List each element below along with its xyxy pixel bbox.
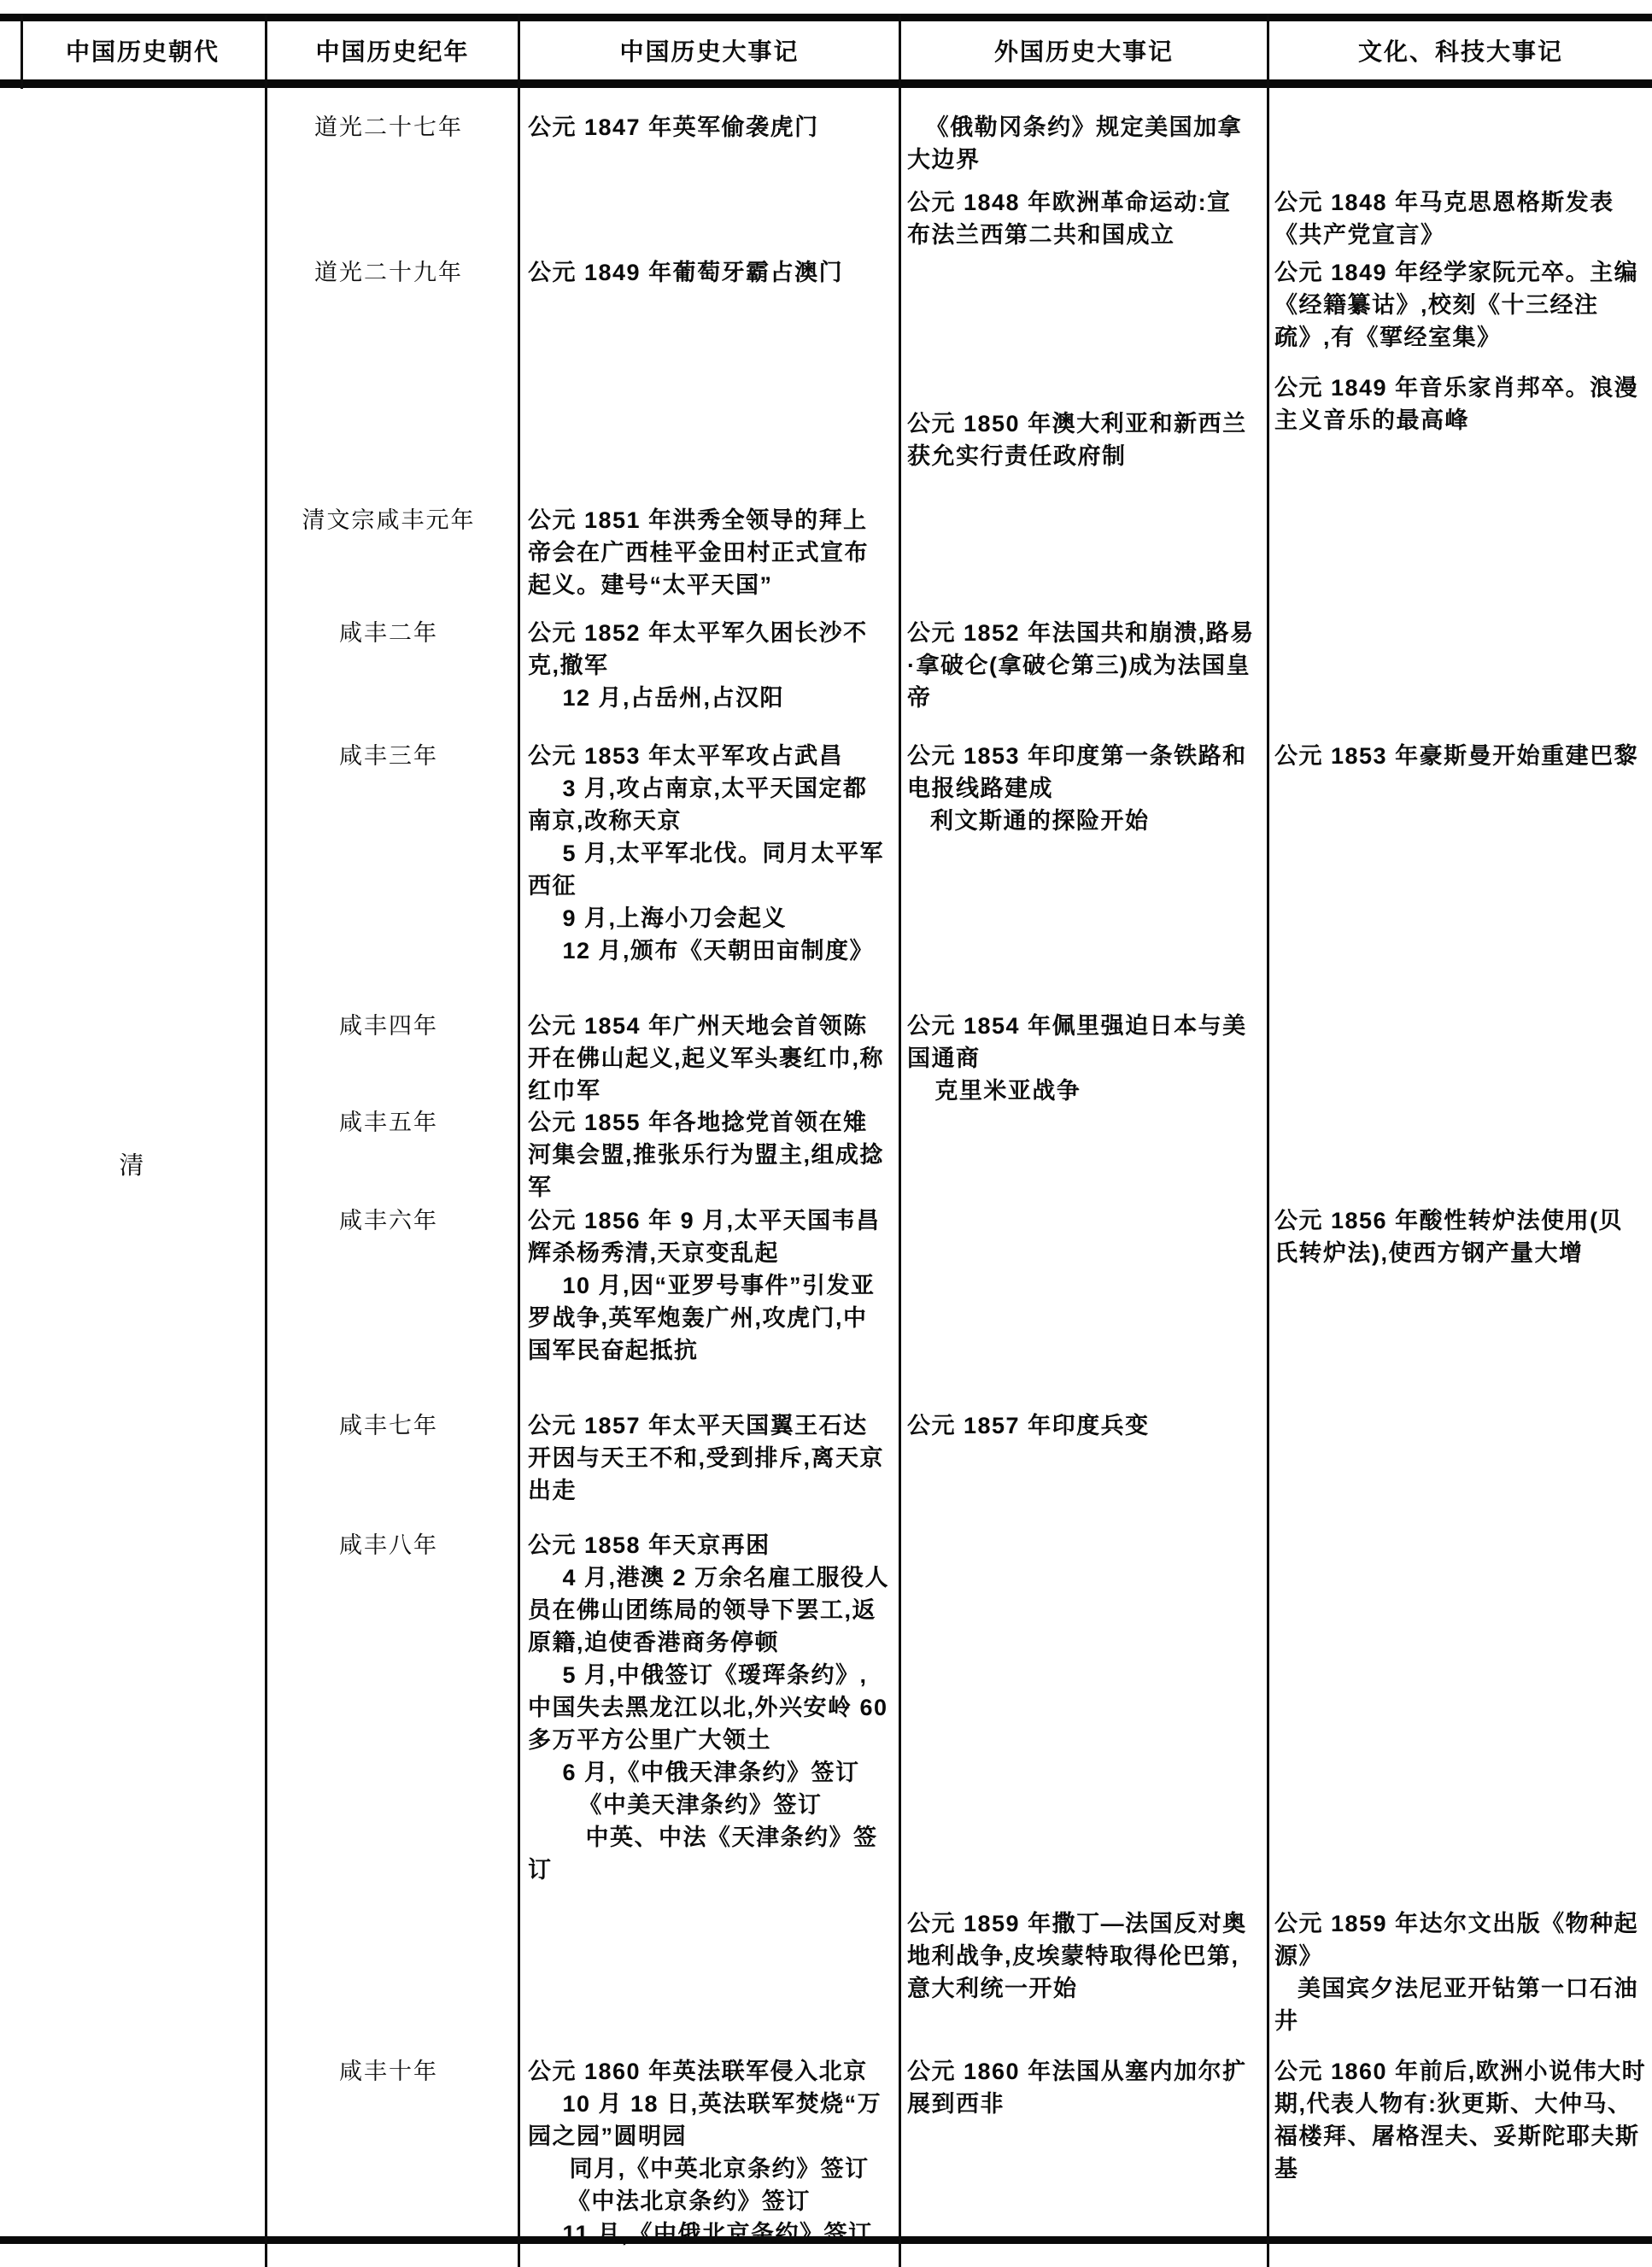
- culture-events-cell: [1274, 372, 1647, 436]
- china-event-text: 公元 1852 年太平军久困长沙不克,撤军: [528, 620, 868, 678]
- china-event-text: 公元 1847 年英军偷袭虎门: [528, 114, 819, 140]
- culture-events-cell: [1274, 186, 1647, 251]
- china-events-cell: [528, 1010, 890, 1107]
- culture-events-cell: [1274, 1907, 1647, 2037]
- foreign-event-text: 公元 1852 年法国共和崩溃,路易·拿破仑(拿破仑第三)成为法国皇帝: [907, 620, 1255, 711]
- china-events-cell: [528, 256, 890, 289]
- foreign-event-text: 公元 1848 年欧洲革命运动:宣布法兰西第二共和国成立: [907, 190, 1232, 248]
- china-event-text: 6 月,《中俄天津条约》签订: [562, 1760, 860, 1785]
- culture-event-text: 公元 1849 年音乐家肖邦卒。浪漫主义音乐的最高峰: [1274, 375, 1639, 433]
- china-events-cell: [528, 740, 890, 967]
- foreign-events-cell: [907, 111, 1256, 176]
- china-event-text: 同月,《中英北京条约》签订: [569, 2156, 870, 2182]
- column-header-china-events: 中国历史大事记: [619, 38, 800, 65]
- china-event-text: 9 月,上海小刀会起义: [562, 905, 788, 931]
- china-event-text: 11 月,《中俄北京条约》签订: [562, 2221, 873, 2246]
- era-label: 咸丰六年: [339, 1208, 438, 1233]
- era-label: 咸丰四年: [339, 1013, 438, 1039]
- china-events-cell: [528, 1409, 890, 1507]
- foreign-event-text: 公元 1850 年澳大利亚和新西兰获允实行责任政府制: [907, 411, 1247, 469]
- foreign-events-cell: [907, 740, 1256, 837]
- column-divider: [1267, 14, 1269, 2267]
- era-label: 咸丰十年: [339, 2059, 438, 2084]
- china-event-text: 公元 1851 年洪秀全领导的拜上帝会在广西桂平金田村正式宣布起义。建号“太平天国”: [528, 507, 869, 598]
- china-events-cell: [528, 111, 890, 144]
- table-top-border: [0, 14, 1652, 21]
- culture-event-text: 美国宾夕法尼亚开钻第一口石油井: [1274, 1976, 1638, 2034]
- culture-event-text: 公元 1859 年达尔文出版《物种起源》: [1274, 1911, 1639, 1969]
- china-events-cell: [528, 504, 890, 601]
- era-label: 咸丰八年: [339, 1532, 438, 1558]
- culture-event-text: 公元 1853 年豪斯曼开始重建巴黎: [1274, 743, 1639, 769]
- culture-event-text: 公元 1856 年酸性转炉法使用(贝氏转炉法),使西方钢产量大增: [1274, 1208, 1624, 1266]
- era-label: 咸丰五年: [339, 1110, 438, 1135]
- china-event-text: 公元 1856 年 9 月,太平天国韦昌辉杀杨秀清,天京变乱起: [528, 1208, 881, 1266]
- china-events-cell: [528, 1204, 890, 1367]
- china-event-text: 5 月,太平军北伐。同月太平军西征: [528, 841, 885, 899]
- china-event-text: 5 月,中俄签订《瑷珲条约》,中国失去黑龙江以北,外兴安岭 60 多万平方公里广大领土: [528, 1662, 888, 1753]
- header-bottom-border: [0, 79, 1652, 88]
- foreign-events-cell: [907, 1409, 1256, 1442]
- china-event-text: 公元 1853 年太平军攻占武昌: [528, 743, 844, 769]
- china-event-text: 公元 1854 年广州天地会首领陈开在佛山起义,起义军头裹红巾,称红巾军: [528, 1013, 885, 1104]
- foreign-events-cell: [907, 1010, 1256, 1107]
- culture-events-cell: [1274, 1204, 1647, 1269]
- era-label: 清文宗咸丰元年: [302, 507, 476, 533]
- china-event-text: 《中法北京条约》签订: [566, 2188, 811, 2214]
- china-event-text: 公元 1855 年各地捻党首领在雉河集会盟,推张乐行为盟主,组成捻军: [528, 1110, 885, 1200]
- china-events-cell: [528, 1529, 890, 1886]
- culture-events-cell: [1274, 2055, 1647, 2185]
- china-events-cell: [528, 2055, 890, 2250]
- culture-events-cell: [1274, 256, 1647, 354]
- foreign-events-cell: [907, 407, 1256, 472]
- foreign-events-cell: [907, 186, 1256, 251]
- foreign-event-text: 公元 1853 年印度第一条铁路和电报线路建成: [907, 743, 1247, 801]
- column-divider: [265, 14, 267, 2267]
- dynasty-label: 清: [119, 1152, 146, 1180]
- culture-event-text: 公元 1860 年前后,欧洲小说伟大时期,代表人物有:狄更斯、大仲马、福楼拜、屠格涅夫、妥斯陀耶夫斯基: [1274, 2059, 1647, 2182]
- china-event-text: 公元 1860 年英法联军侵入北京: [528, 2059, 868, 2084]
- column-header-culture-events: 文化、科技大事记: [1357, 38, 1563, 65]
- culture-events-cell: [1274, 740, 1647, 772]
- china-event-text: 12 月,颁布《天朝田亩制度》: [562, 938, 875, 964]
- foreign-event-text: 《俄勒冈条约》规定美国加拿大边界: [907, 114, 1243, 173]
- china-event-text: 10 月,因“亚罗号事件”引发亚罗战争,英军炮轰广州,攻虎门,中国军民奋起抵抗: [528, 1273, 876, 1363]
- china-event-text: 10 月 18 日,英法联军焚烧“万园之园”圆明园: [528, 2091, 882, 2149]
- foreign-event-text: 克里米亚战争: [934, 1078, 1081, 1104]
- column-header-foreign-events: 外国历史大事记: [993, 38, 1174, 65]
- foreign-events-cell: [907, 2055, 1256, 2120]
- culture-event-text: 公元 1848 年马克思恩格斯发表《共产党宣言》: [1274, 190, 1614, 248]
- china-event-text: 《中美天津条约》签订: [578, 1792, 823, 1818]
- china-events-cell: [528, 617, 890, 714]
- china-event-text: 公元 1857 年太平天国翼王石达开因与天王不和,受到排斥,离天京出走: [528, 1413, 885, 1503]
- column-header-dynasty: 中国历史朝代: [65, 38, 220, 65]
- foreign-events-cell: [907, 1907, 1256, 2005]
- china-event-text: 3 月,攻占南京,太平天国定都南京,改称天京: [528, 776, 868, 834]
- era-label: 咸丰三年: [339, 743, 438, 769]
- foreign-event-text: 公元 1854 年佩里强迫日本与美国通商: [907, 1013, 1247, 1071]
- era-label: 道光二十九年: [314, 260, 463, 285]
- column-header-era: 中国历史纪年: [315, 38, 470, 65]
- china-event-text: 12 月,占岳州,占汉阳: [562, 685, 785, 711]
- foreign-event-text: 公元 1860 年法国从塞内加尔扩展到西非: [907, 2059, 1247, 2117]
- china-event-text: 公元 1849 年葡萄牙霸占澳门: [528, 260, 844, 285]
- culture-event-text: 公元 1849 年经学家阮元卒。主编《经籍纂诂》,校刻《十三经注疏》,有《揅经室集》: [1274, 260, 1639, 350]
- china-event-text: 公元 1858 年天京再困: [528, 1532, 770, 1558]
- column-divider: [899, 14, 901, 2267]
- foreign-event-text: 公元 1859 年撒丁—法国反对奥地利战争,皮埃蒙特取得伦巴第,意大利统一开始: [907, 1911, 1247, 2001]
- foreign-event-text: 公元 1857 年印度兵变: [907, 1413, 1150, 1438]
- column-divider: [518, 14, 520, 2267]
- china-event-text: 中英、中法《天津条约》签订: [528, 1825, 878, 1883]
- foreign-event-text: 利文斯通的探险开始: [930, 808, 1150, 834]
- china-events-cell: [528, 1106, 890, 1204]
- era-label: 道光二十七年: [314, 114, 463, 140]
- foreign-events-cell: [907, 617, 1256, 714]
- china-event-text: 4 月,港澳 2 万余名雇工服役人员在佛山团练局的领导下罢工,返原籍,迫使香港商务停顿: [528, 1565, 890, 1655]
- era-label: 咸丰二年: [339, 620, 438, 646]
- era-label: 咸丰七年: [339, 1413, 438, 1438]
